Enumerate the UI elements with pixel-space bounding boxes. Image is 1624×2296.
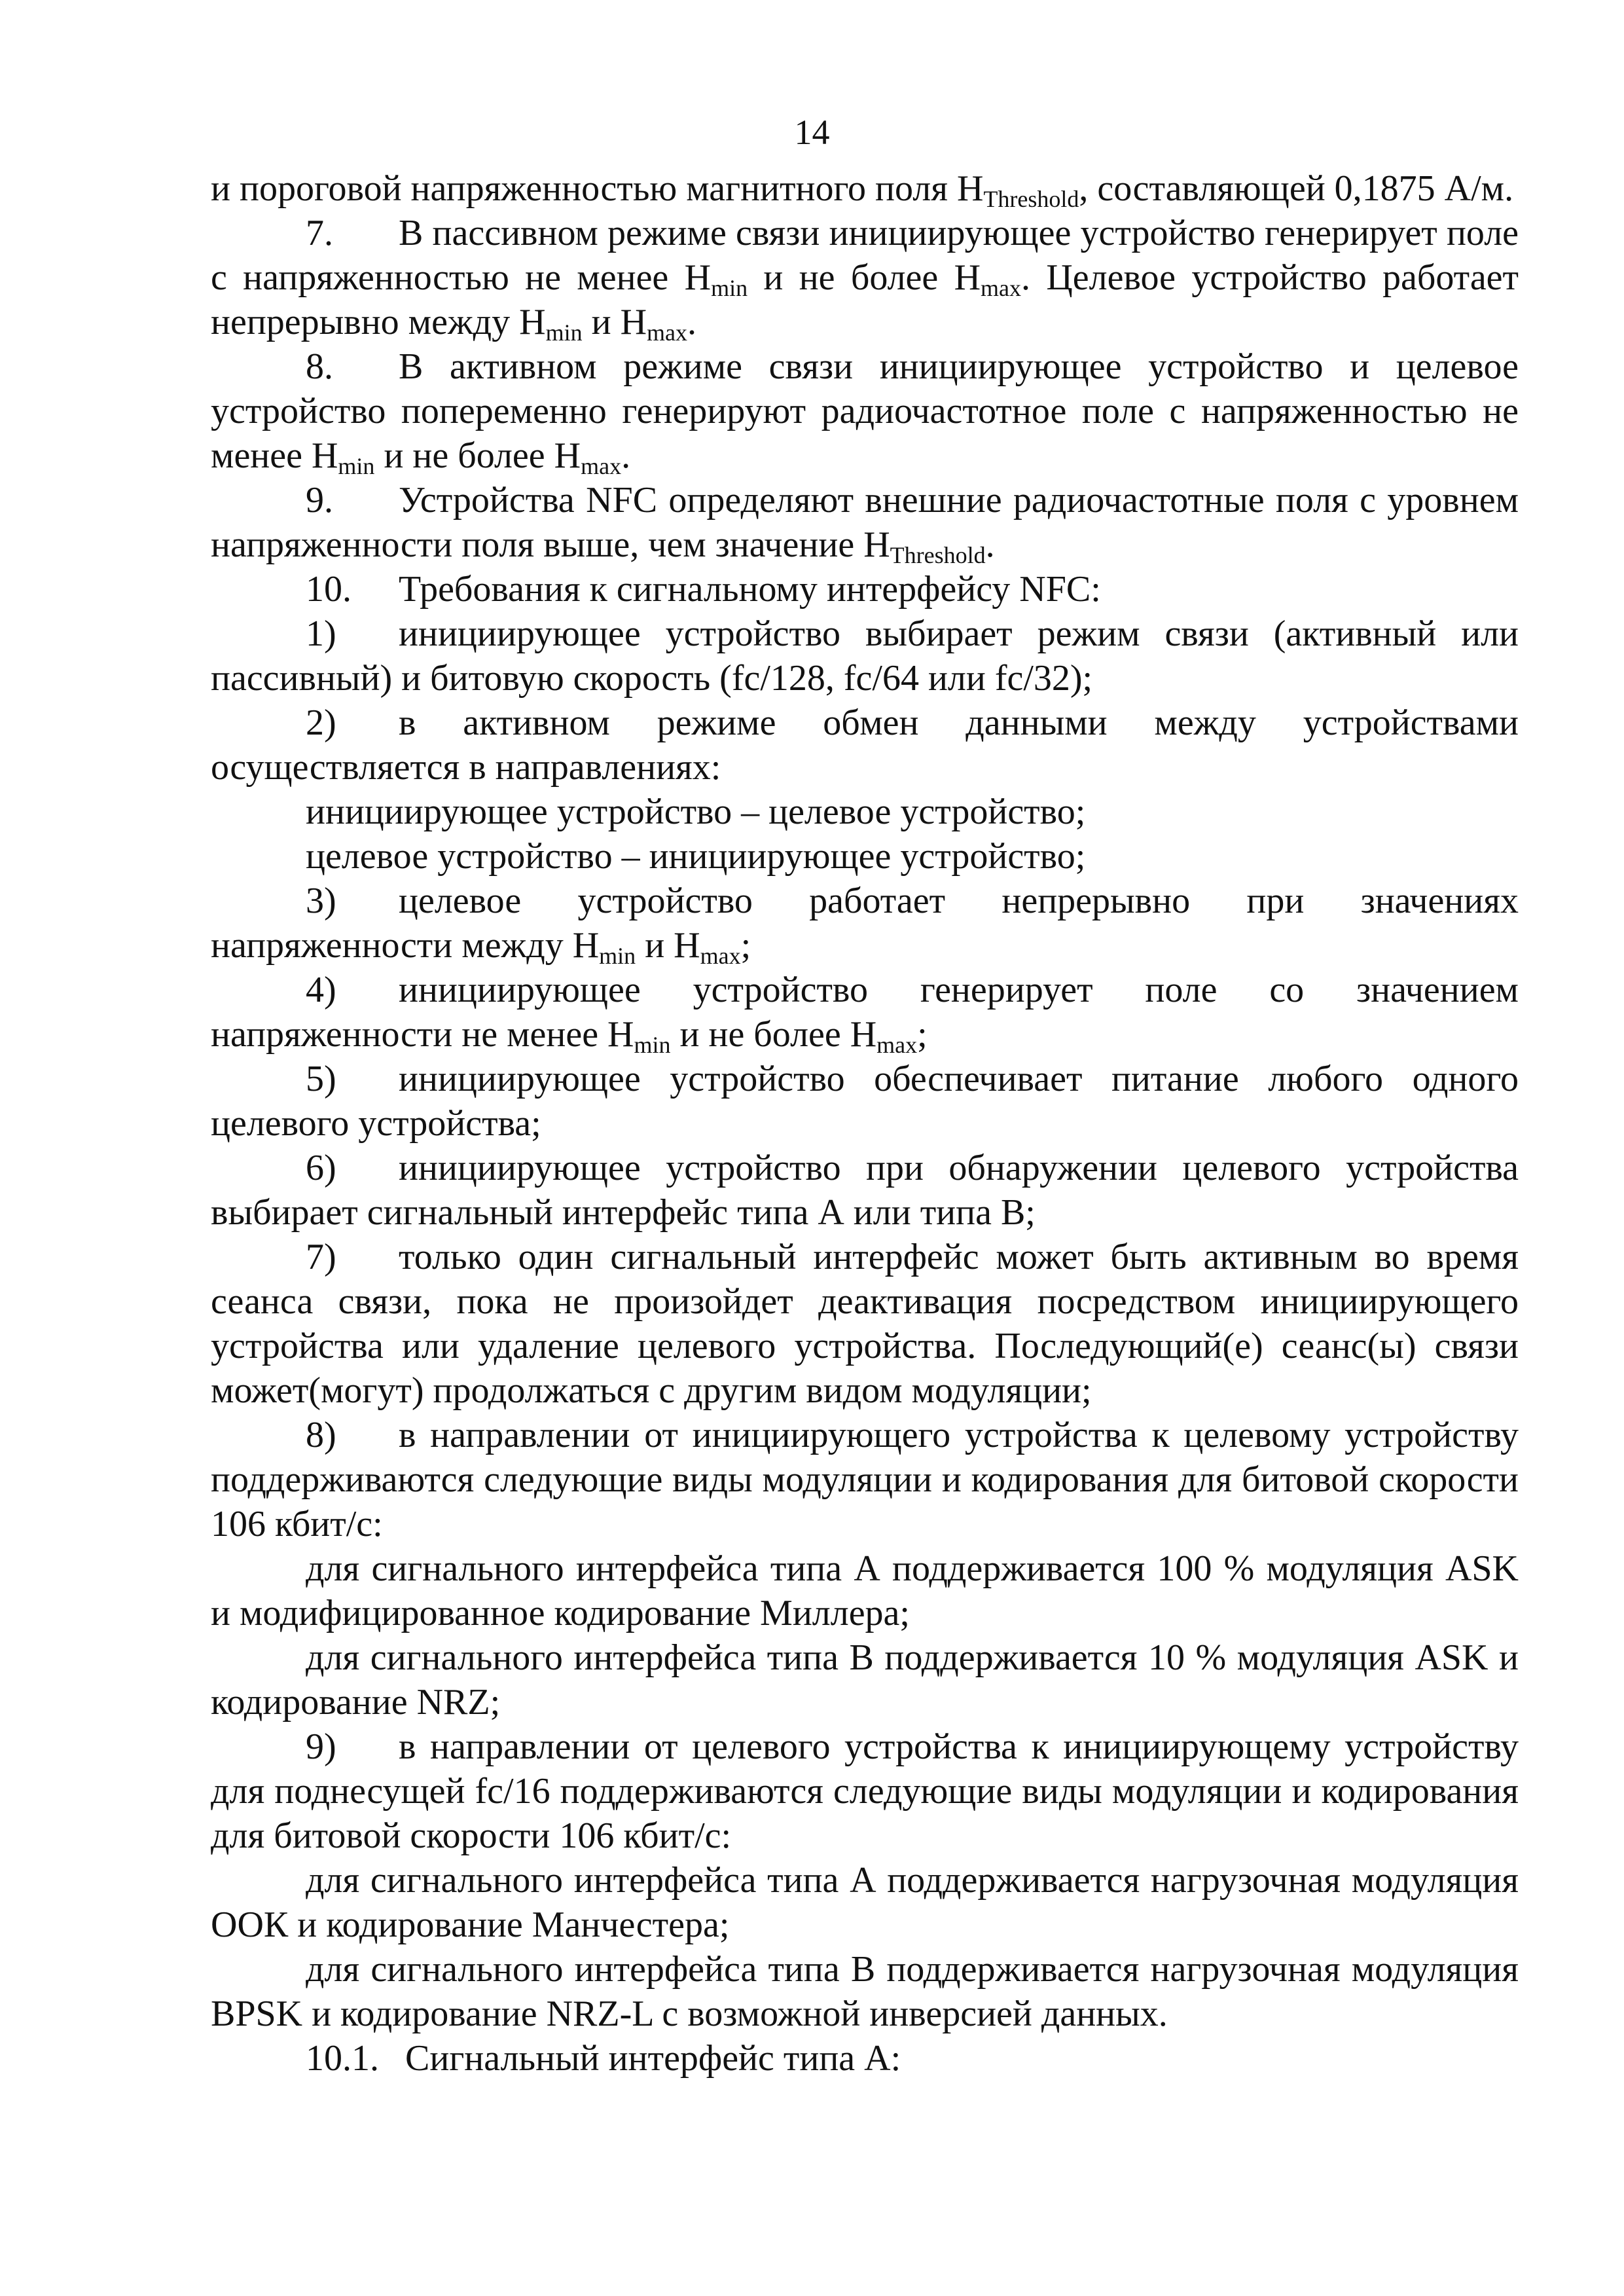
paragraph-number: 8. — [306, 346, 333, 387]
list-item-4: 4) инициирующее устройство генерирует поле со значением напряженности не менее $H_{min}$ и не более $H_{max}$; — [211, 968, 1519, 1057]
list-item-1: 1) инициирующее устройство выбирает режим связи (активный или пассивный) и битовую скорость (fc/128, fc/64 или fc/32); — [211, 611, 1519, 701]
list-item-number: 7) — [306, 1237, 336, 1277]
direction-target-to-initiator: целевое устройство – инициирующее устройство; — [306, 836, 1086, 877]
paragraph-9: 9. Устройства NFC определяют внешние радиочастотные поля с уровнем напряженности поля выше, чем значение $H_{Threshold}$. — [211, 478, 1519, 567]
list-item-number: 6) — [306, 1148, 336, 1188]
list-item-2: 2) в активном режиме обмен данными между устройствами осуществляется в направлениях: — [211, 701, 1519, 790]
direction-initiator-to-target: инициирующее устройство – целевое устройство; — [306, 792, 1086, 832]
modulation-type-a-target: для сигнального интерфейса типа А поддерживается нагрузочная модуляция ООК и кодирование Манчестера; — [211, 1860, 1519, 1945]
modulation-type-b-initiator: для сигнального интерфейса типа В поддерживается 10 % модуляция ASK и кодирование NRZ; — [211, 1637, 1519, 1722]
list-item-number: 8) — [306, 1415, 336, 1455]
list-item-5: 5) инициирующее устройство обеспечивает питание любого одного целевого устройства; — [211, 1057, 1519, 1146]
list-item-3: 3) целевое устройство работает непрерывно при значениях напряженности между $H_{min}$ и $H_{max}$; — [211, 879, 1519, 968]
modulation-type-b-target: для сигнального интерфейса типа В поддерживается нагрузочная модуляция BPSK и кодирование NRZ-L с возможной инверсией данных. — [211, 1949, 1519, 2034]
list-item-number: 4) — [306, 970, 336, 1010]
list-item-8: 8) в направлении от инициирующего устройства к целевому устройству поддерживаются следующие виды модуляции и кодирования для битовой скорости 106 кбит/с: — [211, 1413, 1519, 1546]
paragraph-7: 7. В пассивном режиме связи инициирующее устройство генерирует поле с напряженностью не менее $H_{min}$ и не более $H_{max}$. Целевое устройство работает непрерывно между $H_{min}$ и $H_{max}$. — [211, 211, 1519, 344]
modulation-type-a-initiator: для сигнального интерфейса типа А поддерживается 100 % модуляция ASK и модифицированное кодирование Миллера; — [211, 1548, 1519, 1633]
list-item-number: 9) — [306, 1726, 336, 1767]
section-10-1-heading: 10.1. Сигнальный интерфейс типа А: — [211, 2036, 1519, 2081]
list-item-7: 7) только один сигнальный интерфейс может быть активным во время сеанса связи, пока не произойдет деактивация посредством инициирующего устройства или удаление целевого устройства. Последующий(е) сеанс(ы) связи может(могут) продолжаться с другим видом модуляции; — [211, 1235, 1519, 1413]
paragraph-10: 10. Требования к сигнальному интерфейсу NFC: — [211, 567, 1519, 611]
list-item-number: 2) — [306, 702, 336, 743]
paragraph-number: 10. — [306, 569, 352, 610]
list-item-number: 1) — [306, 613, 336, 654]
paragraph-8: 8. В активном режиме связи инициирующее устройство и целевое устройство попеременно генерируют радиочастотное поле с напряженностью не менее $H_{min}$ и не более $H_{max}$. — [211, 344, 1519, 478]
document-body — [211, 166, 1519, 2081]
list-item-9: 9) в направлении от целевого устройства к инициирующему устройству для поднесущей fc/16 поддерживаются следующие виды модуляции и кодирования для битовой скорости 106 кбит/с: — [211, 1724, 1519, 1858]
paragraph-number: 9. — [306, 480, 333, 520]
list-item-6: 6) инициирующее устройство при обнаружении целевого устройства выбирает сигнальный интерфейс типа А или типа В; — [211, 1146, 1519, 1235]
list-item-number: 5) — [306, 1059, 336, 1099]
list-item-number: 3) — [306, 881, 336, 921]
paragraph-threshold-continuation: и пороговой напряженностью магнитного поля $H_{Threshold}$, составляющей 0,1875 А/м. — [211, 168, 1514, 212]
section-number: 10.1. — [306, 2038, 379, 2079]
paragraph-number: 7. — [306, 213, 333, 253]
page-number: 14 — [794, 113, 830, 152]
